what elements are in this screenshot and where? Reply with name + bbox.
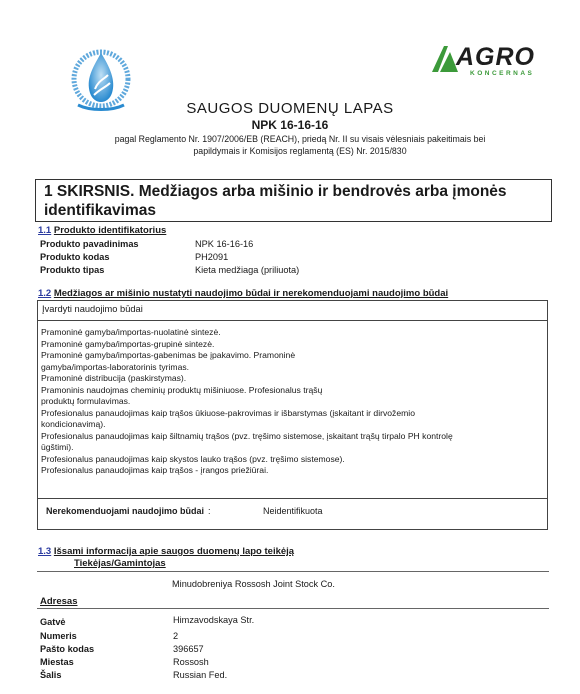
not-recommended-label: Nerekomenduojami naudojimo būdai	[46, 506, 205, 516]
row-value: Rossosh	[173, 657, 209, 667]
row-key: Gatvė	[40, 617, 66, 627]
row-value: Himzavodskaya Str.	[173, 615, 255, 625]
list-item: Profesionalus panaudojimas kaip skystos lauko trąšos (pvz. tręšimo sistemose).	[41, 453, 345, 464]
subsection-1-1-number: 1.1	[38, 225, 52, 236]
subsection-1-1-heading	[38, 225, 166, 236]
product-subtitle: NPK 16-16-16	[251, 118, 329, 132]
table-row	[40, 264, 540, 276]
subsection-1-3-heading	[38, 546, 294, 557]
divider	[37, 571, 549, 572]
subsection-1-3-title: Išsami informacija apie saugos duomenų lapo teikėją	[53, 546, 295, 557]
identified-uses-list	[38, 321, 547, 477]
supplier-heading	[74, 558, 166, 569]
subsection-1-3-number: 1.3	[38, 546, 52, 557]
regulation-note	[90, 133, 510, 157]
address-heading-text: Adresas	[40, 596, 78, 607]
list-item: gamyba/importas-laboratorinis tyrimas.	[41, 361, 190, 372]
row-key: Numeris	[40, 631, 77, 641]
table-row	[40, 656, 540, 669]
table-row	[40, 669, 540, 682]
agro-logo-text: AGRO	[456, 43, 535, 71]
row-key: Pašto kodas	[40, 644, 95, 654]
table-row	[40, 643, 540, 656]
row-value: NPK 16-16-16	[195, 239, 254, 249]
identified-uses-box	[37, 300, 548, 530]
table-row	[40, 630, 540, 643]
list-item: kondicionavimą).	[41, 419, 106, 429]
list-item: Pramoninė distribucija (paskirstymas).	[41, 373, 187, 383]
divider	[37, 608, 549, 609]
not-recommended-value: Neidentifikuota	[263, 506, 323, 516]
row-value: Russian Fed.	[173, 670, 228, 680]
subsection-1-1-title: Produkto identifikatorius	[53, 225, 167, 236]
subsection-1-2-number: 1.2	[38, 288, 52, 299]
row-value: Kieta medžiaga (priliuota)	[195, 265, 300, 275]
address-heading	[40, 596, 78, 607]
document-title: SAUGOS DUOMENŲ LAPAS	[186, 100, 394, 117]
address-table	[40, 614, 540, 689]
list-item: Pramoninė gamyba/importas-grupinė sintezė.	[41, 338, 215, 349]
list-item: Pramoninė gamyba/importas-gabenimas be įpakavimo. Pramoninė	[41, 350, 296, 360]
supplier-name: Minudobreniya Rossosh Joint Stock Co.	[172, 579, 335, 589]
supplier-heading-text: Tiekėjas/Gamintojas	[74, 558, 166, 569]
table-row	[40, 238, 540, 250]
row-value: 396657	[173, 644, 204, 654]
row-key: Produkto kodas	[40, 252, 110, 262]
list-item: Profesionalus panaudojimas kaip trąšos - įrangos priežiūrai.	[41, 465, 269, 475]
section-1-title: 1 SKIRSNIS. Medžiagos arba mišinio ir bendrovės arba įmonės identifikavimas	[35, 179, 552, 222]
list-item: Pramoninė gamyba/importas-nuolatinė sintezė.	[41, 327, 221, 337]
row-key: Šalis	[40, 670, 62, 680]
list-item: produktų formulavimas.	[41, 396, 131, 406]
row-key: Produkto tipas	[40, 265, 105, 275]
regulation-line-2: papildymais ir Komisijos reglamentą (ES) Nr. 2015/830	[193, 146, 407, 156]
row-key: Produkto pavadinimas	[40, 239, 139, 249]
not-recommended-colon: :	[208, 506, 211, 516]
row-value: PH2091	[195, 252, 229, 262]
regulation-line-1: pagal Reglamento Nr. 1907/2006/EB (REACH), priedą Nr. II su visais vėlesniais pakeitimais bei	[114, 134, 486, 144]
agro-logo-subtext: KONCERNAS	[470, 70, 535, 77]
agro-koncernas-logo	[430, 44, 548, 80]
row-key: Miestas	[40, 657, 74, 667]
subsection-1-2-title: Medžiagos ar mišinio nustatyti naudojimo būdai ir nerekomenduojami naudojimo būdai	[53, 288, 449, 299]
subsection-1-2-heading	[38, 288, 448, 299]
list-item: Pramoninis naudojmas cheminių produktų mišiniuose. Profesionalus trąšų	[41, 384, 323, 395]
list-item: Profesionalus panaudojimas kaip trąšos ūkiuose-pakrovimas ir išbarstymas (įskaitant ir dirvožemio	[41, 407, 415, 418]
row-value: 2	[173, 631, 179, 641]
product-identifier-table	[40, 238, 540, 278]
list-item: Profesionalus panaudojimas kaip šiltnamių trąšos (pvz. tręšimo sistemose, įskaitant trąšų tirpalo PH kontrolę	[41, 430, 453, 441]
list-item: ūgštimi).	[41, 442, 74, 452]
table-row	[40, 251, 540, 263]
table-row	[40, 614, 540, 627]
not-recommended-row	[38, 498, 547, 530]
identified-uses-header: Įvardyti naudojimo būdai	[38, 301, 547, 321]
